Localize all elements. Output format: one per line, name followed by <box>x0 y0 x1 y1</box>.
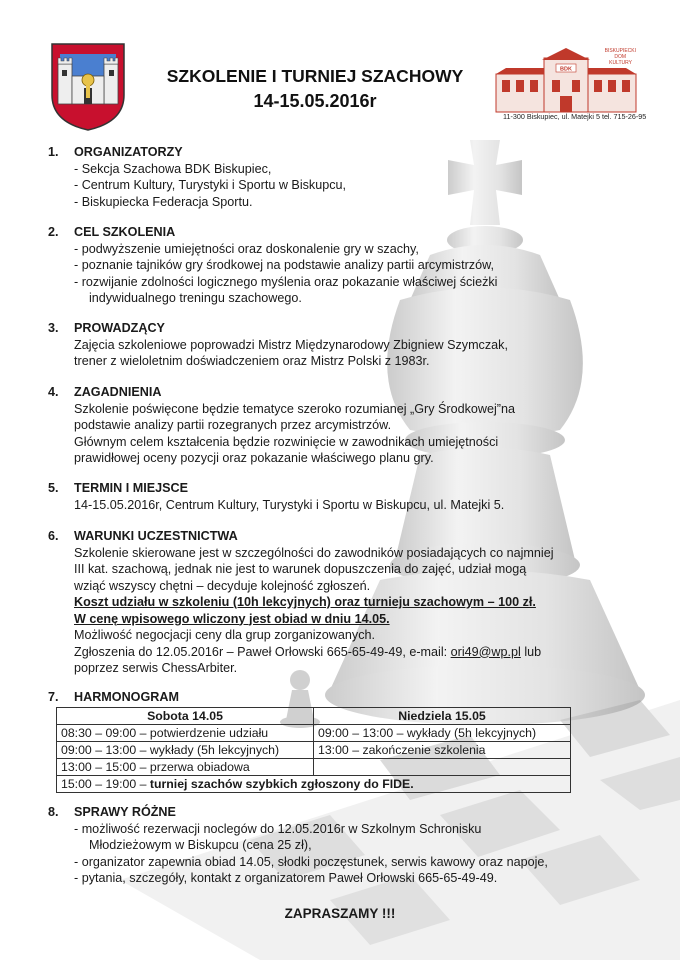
page-title <box>150 64 480 114</box>
list-item: - podwyższenie umiejętności oraz doskonalenie gry w szachy, <box>74 241 419 256</box>
section-harmonogram <box>48 689 568 706</box>
text-line: Możliwość negocjacji ceny dla grup zorganizowanych. <box>74 628 376 642</box>
table-cell <box>314 759 571 776</box>
text-line: prawidłowej oceny pozycji oraz pokazanie właściwego planu gry. <box>74 451 434 465</box>
section-number: 1. <box>48 145 59 159</box>
section-number: 7. <box>48 690 59 704</box>
section-title: SPRAWY RÓŻNE <box>74 805 176 819</box>
section-title: ZAGADNIENIA <box>74 385 162 399</box>
table-cell: 13:00 – 15:00 – przerwa obiadowa <box>57 759 314 776</box>
tournament-time: 15:00 – 19:00 – <box>61 777 150 791</box>
text-line: podstawie analizy partii rozegranych przez arcymistrzów. <box>74 418 392 432</box>
text-line: trener z wieloletnim doświadczeniem oraz Mistrz Polski z 1983r. <box>74 354 430 368</box>
day-2-header: Niedziela 15.05 <box>314 708 571 725</box>
table-row <box>57 759 571 776</box>
table-row <box>57 776 571 793</box>
lunch-included-line: W cenę wpisowego wliczony jest obiad w dniu 14.05. <box>74 611 390 626</box>
text-line: poprzez serwis ChessArbiter. <box>74 661 238 675</box>
table-row <box>57 742 571 759</box>
table-cell: 09:00 – 13:00 – wykłady (5h lekcyjnych) <box>57 742 314 759</box>
table-row <box>57 725 571 742</box>
section-title: CEL SZKOLENIA <box>74 225 176 239</box>
text-line: 14-15.05.2016r, Centrum Kultury, Turystyki i Sportu w Biskupcu, ul. Matejki 5. <box>74 497 505 512</box>
list-item: - możliwość rezerwacji noclegów do 12.05.2016r w Szkolnym Schronisku <box>74 821 482 836</box>
list-item: - poznanie tajników gry środkowej na podstawie analizy partii arcymistrzów, <box>74 258 494 272</box>
section-organizatorzy <box>48 144 568 210</box>
title-line-1: SZKOLENIE I TURNIEJ SZACHOWY <box>166 66 464 86</box>
bdk-name-3: KULTURY <box>609 60 632 66</box>
bdk-name-2: DOM <box>614 54 626 60</box>
section-warunki-uczestnictwa <box>48 528 568 677</box>
section-number: 6. <box>48 529 59 543</box>
section-cel-szkolenia <box>48 224 568 307</box>
section-termin-i-miejsce <box>48 480 568 513</box>
day-1-header: Sobota 14.05 <box>57 708 314 725</box>
contact-line <box>74 644 568 661</box>
bdk-address: 11-300 Biskupiec, ul. Matejki 5 tel. 715-26-95 <box>503 112 647 121</box>
list-item-continued: indywidualnego treningu szachowego. <box>89 291 302 305</box>
text-line: wziąć wszyscy chętni – decyduje kolejność zgłoszeń. <box>74 578 371 593</box>
footer-invitation: ZAPRASZAMY !!! <box>284 906 396 921</box>
email-link[interactable]: ori49@wp.pl <box>450 644 521 659</box>
text-line: Szkolenie poświęcone będzie tematyce szeroko rozumianej „Gry Środkowej”na <box>74 401 515 416</box>
section-sprawy-rozne <box>48 804 568 887</box>
section-number: 5. <box>48 481 59 495</box>
table-cell: 09:00 – 13:00 – wykłady (5h lekcyjnych) <box>314 725 571 742</box>
schedule-table <box>56 707 571 793</box>
tournament-text: turniej szachów szybkich zgłoszony do FIDE. <box>149 777 414 791</box>
section-title: TERMIN I MIEJSCE <box>74 481 189 495</box>
contact-suffix: lub <box>520 644 542 659</box>
text-line: Zajęcia szkoleniowe poprowadzi Mistrz Międzynarodowy Zbigniew Szymczak, <box>74 337 508 352</box>
list-item: - organizator zapewnia obiad 14.05, słodki poczęstunek, serwis kawowy oraz napoje, <box>74 854 548 869</box>
section-title: PROWADZĄCY <box>74 321 165 335</box>
price-line: Koszt udziału w szkoleniu (10h lekcyjnych) oraz turnieju szachowym – 100 zł. <box>74 595 536 609</box>
table-cell: 13:00 – zakończenie szkolenia <box>314 742 571 759</box>
list-item: - Biskupiecka Federacja Sportu. <box>74 194 253 209</box>
list-item: - Centrum Kultury, Turystyki i Sportu w Biskupcu, <box>74 178 347 192</box>
list-item: - pytania, szczegóły, kontakt z organizatorem Paweł Orłowski 665-65-49-49. <box>74 871 498 885</box>
section-title: HARMONOGRAM <box>74 690 179 704</box>
section-prowadzacy <box>48 320 568 370</box>
section-number: 8. <box>48 805 59 819</box>
list-item: - Sekcja Szachowa BDK Biskupiec, <box>74 161 272 176</box>
text-line: Głównym celem kształcenia będzie rozwinięcie w zawodnikach umiejętności <box>74 434 499 449</box>
list-item-continued: Młodzieżowym w Biskupcu (cena 25 zł), <box>89 838 312 852</box>
table-cell: 08:30 – 09:00 – potwierdzenie udziału <box>57 725 314 742</box>
text-line: Szkolenie skierowane jest w szczególności do zawodników posiadających co najmniej <box>74 545 554 560</box>
section-number: 3. <box>48 321 59 335</box>
section-number: 2. <box>48 225 59 239</box>
text-line: III kat. szachową, jednak nie jest to warunek dopuszczenia do zajęć, udział mogą <box>74 562 527 576</box>
title-dates: 14-15.05.2016r <box>253 91 377 111</box>
section-zagadnienia <box>48 384 568 467</box>
bdk-name-1: BISKUPIECKI <box>604 48 636 54</box>
bdk-sign-text: BDK <box>560 66 572 73</box>
section-number: 4. <box>48 385 59 399</box>
list-item: - rozwijanie zdolności logicznego myślenia oraz pokazanie właściwej ścieżki <box>74 274 498 289</box>
contact-prefix: Zgłoszenia do 12.05.2016r – Paweł Orłowski 665-65-49-49, e-mail: <box>74 644 451 659</box>
biskupiec-crest-logo <box>48 40 128 132</box>
table-header-row <box>57 708 571 725</box>
section-title: WARUNKI UCZESTNICTWA <box>74 529 238 543</box>
section-title: ORGANIZATORZY <box>74 145 183 159</box>
tournament-cell <box>57 776 571 793</box>
